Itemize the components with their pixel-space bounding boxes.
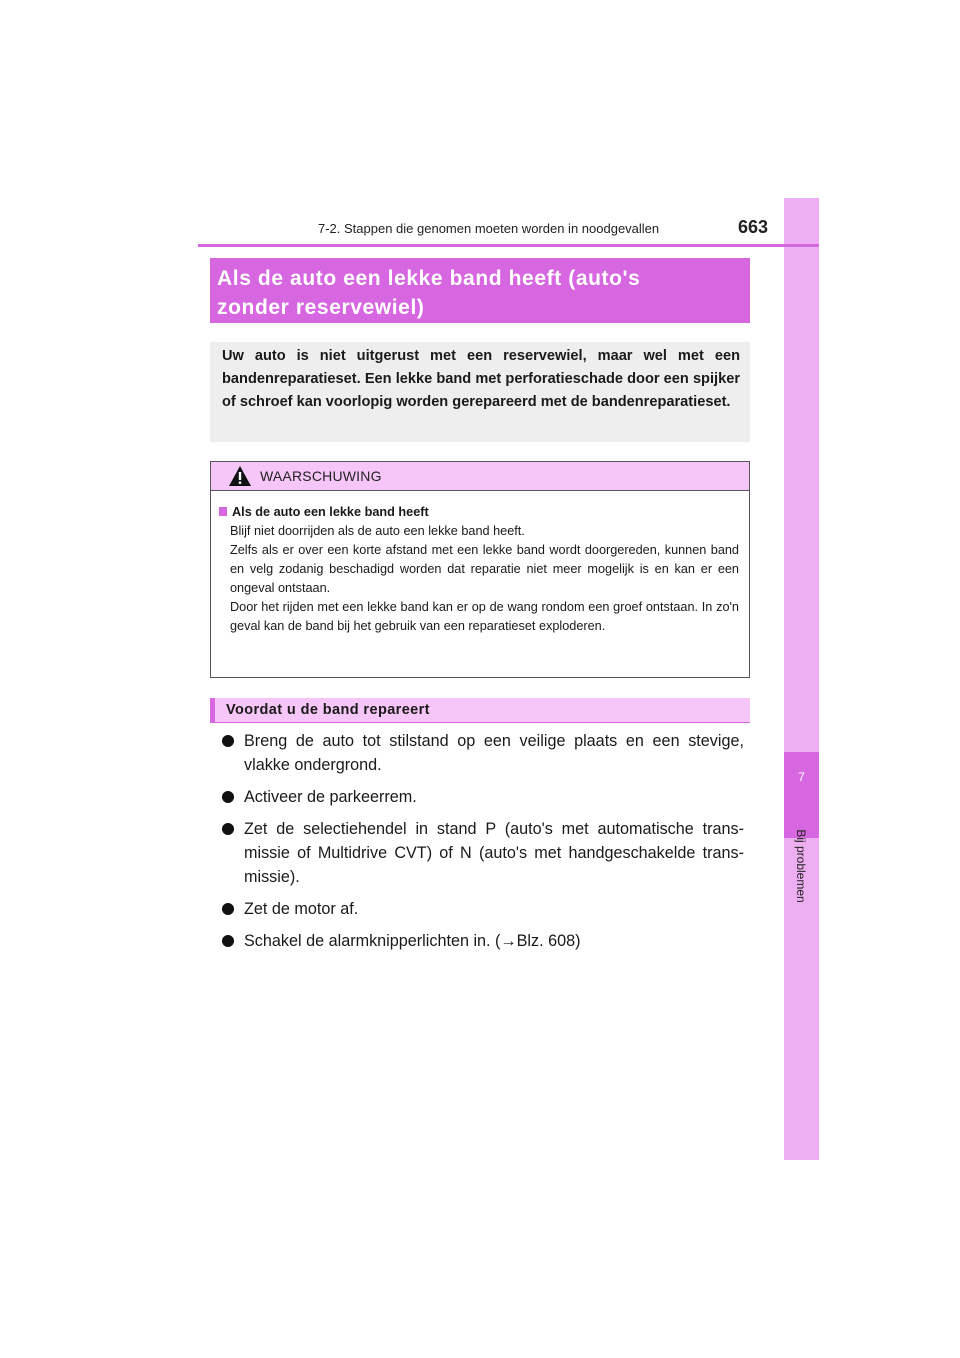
before-repair-heading: Voordat u de band repareert	[210, 698, 750, 723]
before-repair-list	[220, 729, 744, 961]
warning-triangle-icon	[228, 465, 252, 487]
side-tab-chapter-label: Bij problemen	[794, 829, 808, 903]
warning-text	[219, 522, 739, 636]
warning-label: WAARSCHUWING	[260, 468, 382, 484]
section-title-line-1: Als de auto een lekke band heeft (auto's	[217, 267, 641, 290]
list-item	[220, 929, 744, 953]
side-tab-active-chapter	[784, 752, 819, 838]
warning-body	[211, 491, 749, 636]
page-number: 663	[738, 217, 769, 237]
list-item-text: Zet de motor af.	[244, 900, 359, 918]
chapter-title: 7-2. Stappen die genomen moeten worden in noodgevallen	[318, 221, 660, 236]
warning-subheading-text: Als de auto een lekke band heeft	[232, 505, 429, 519]
warning-paragraph: Door het rijden met een lekke band kan er op de wang rondom een groef ontstaan. In zo'n geval kan de band bij het gebruik van een reparatieset exploderen.	[230, 600, 739, 633]
warning-subheading	[219, 503, 739, 522]
list-item-text: Schakel de alarmknipperlichten in. (→Blz. 608)	[244, 932, 581, 950]
warning-paragraph: Zelfs als er over een korte afstand met een lekke band wordt doorgereden, kunnen band en velg zodanig beschadigd worden dat reparatie niet meer mogelijk is en kan er een ongeval ontstaan.	[230, 543, 739, 595]
bullet-dot-icon	[222, 903, 234, 915]
intro-text: Uw auto is niet uitgerust met een reservewiel, maar wel met een bandenreparatieset. Een lekke band met perforatieschade door een spijker of schroef kan voorlopig worden gerepareerd met de bandenreparatieset.	[222, 348, 740, 410]
list-item	[220, 729, 744, 777]
side-tab-chapter-number: 7	[798, 770, 805, 784]
square-bullet-icon	[219, 507, 227, 516]
bullet-dot-icon	[222, 735, 234, 747]
list-item-text: Zet de selectiehendel in stand P (auto's met automatische trans-missie of Multidrive CVT) of N (auto's met handgeschakelde trans-missie).	[244, 820, 744, 886]
list-item-text: Breng de auto tot stilstand op een veilige plaats en een stevige, vlakke ondergrond.	[244, 732, 744, 774]
side-tab	[784, 198, 819, 1160]
section-title-line-2: zonder reservewiel)	[217, 296, 425, 319]
list-item-text: Activeer de parkeerrem.	[244, 788, 417, 806]
header-rule	[198, 244, 819, 247]
intro-box	[210, 342, 750, 442]
bullet-dot-icon	[222, 823, 234, 835]
warning-header	[211, 462, 749, 491]
list-item	[220, 785, 744, 809]
list-item	[220, 817, 744, 889]
warning-box	[210, 461, 750, 678]
bullet-dot-icon	[222, 791, 234, 803]
list-item	[220, 897, 744, 921]
bullet-dot-icon	[222, 935, 234, 947]
warning-paragraph: Blijf niet doorrijden als de auto een lekke band heeft.	[230, 524, 525, 538]
section-title	[210, 258, 750, 323]
